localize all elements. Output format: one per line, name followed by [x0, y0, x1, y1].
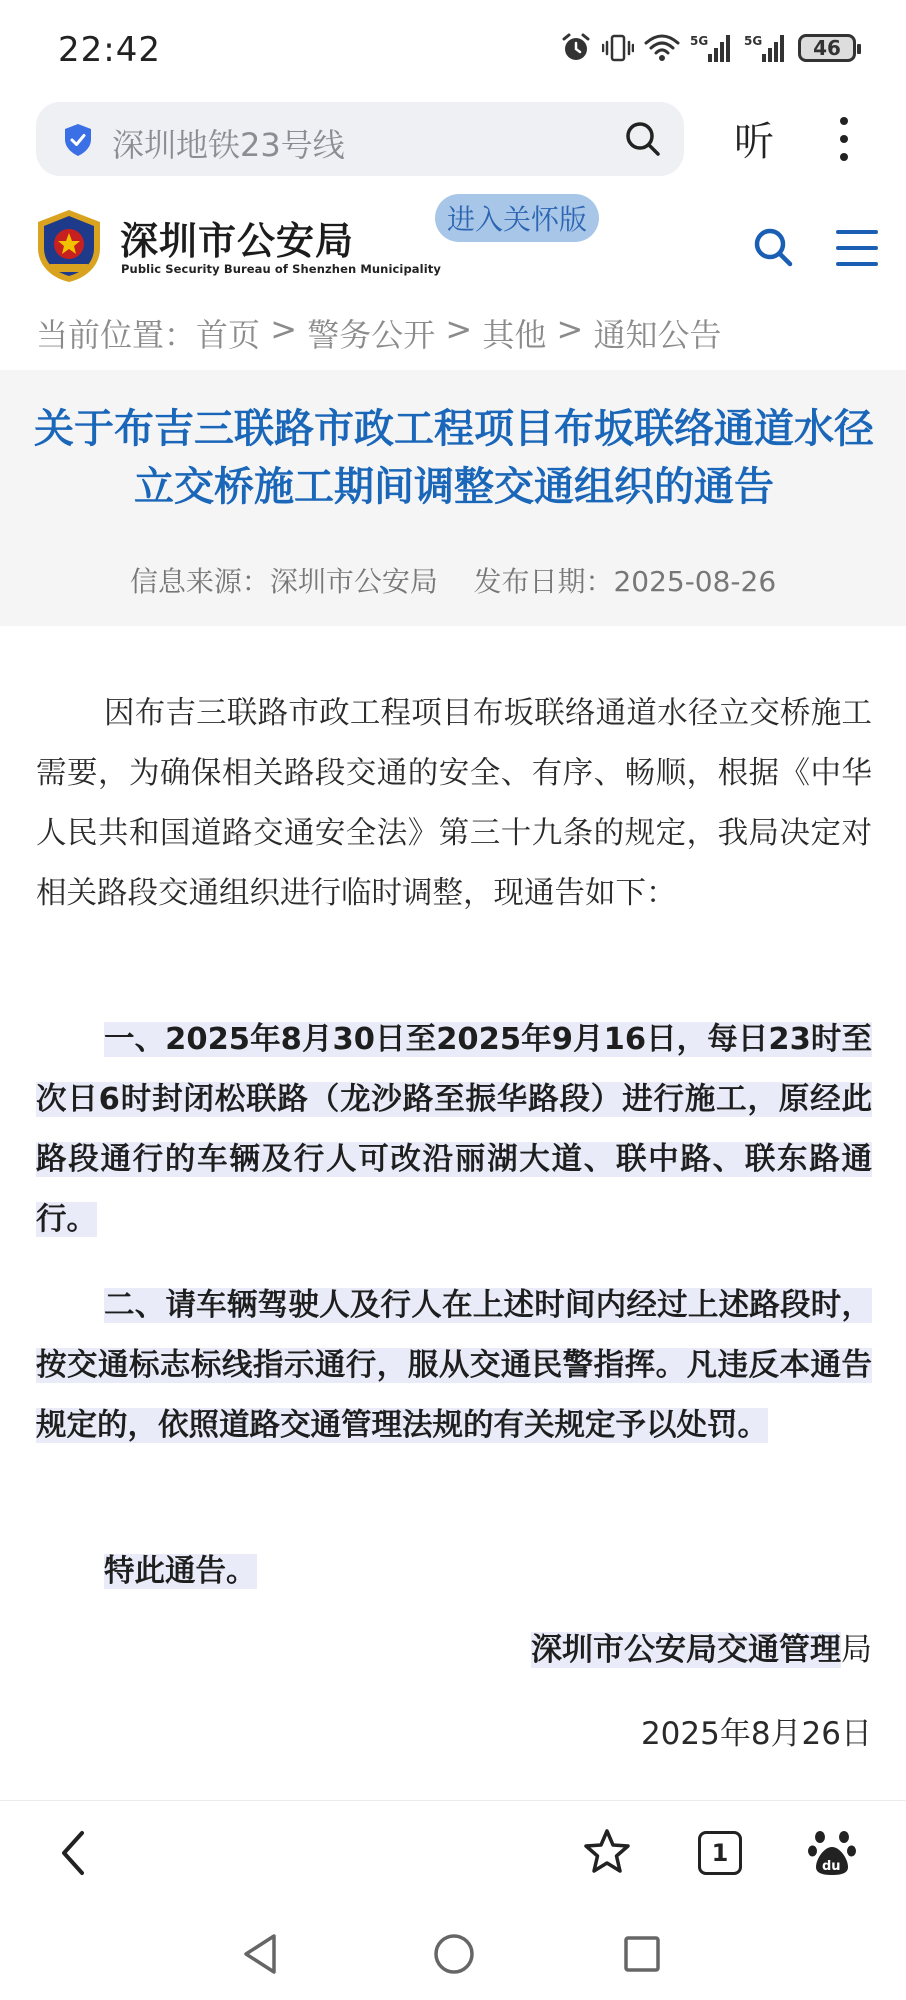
article-paragraph-item-2	[36, 1276, 872, 1456]
site-subtitle: Public Security Bureau of Shenzhen Municipality	[121, 262, 441, 276]
breadcrumb-item-home[interactable]: 首页	[196, 316, 261, 354]
highlighted-text: 一、2025年8月30日至2025年9月16日，每日23时至次日6时封闭松联路（龙沙路至振华路段）进行施工，原经此路段通行的车辆及行人可改沿丽湖大道、联中路、联东路通行。	[36, 1022, 872, 1237]
nav-recent-apps-icon[interactable]	[622, 1934, 662, 1974]
article-sign-date: 2025年8月26日	[640, 1716, 872, 1752]
wifi-icon	[644, 33, 680, 63]
status-bar	[0, 0, 906, 100]
article-paragraph-intro: 因布吉三联路市政工程项目布坂联络通道水径立交桥施工需要，为确保相关路段交通的安全、有序、畅顺，根据《中华人民共和国道路交通安全法》第三十九条的规定，我局决定对相关路段交通组织进行临时调整，现通告如下：	[36, 696, 872, 911]
nav-home-icon[interactable]	[432, 1932, 476, 1976]
breadcrumb-separator: >	[546, 310, 594, 348]
article-title: 关于布吉三联路市政工程项目布坂联络通道水径立交桥施工期间调整交通组织的通告	[34, 406, 874, 510]
vibrate-icon	[602, 32, 634, 64]
search-icon[interactable]	[752, 226, 794, 268]
breadcrumb-separator: >	[435, 310, 483, 348]
listen-button[interactable]: 听	[734, 119, 774, 165]
breadcrumb	[36, 310, 722, 356]
signal-5g-icon	[690, 32, 734, 64]
menu-icon[interactable]	[836, 228, 878, 268]
baidu-paw-icon[interactable]	[808, 1825, 856, 1877]
highlighted-text: 特此通告。	[104, 1554, 257, 1589]
breadcrumb-item-other[interactable]: 其他	[482, 316, 547, 354]
police-emblem-logo	[34, 208, 104, 284]
breadcrumb-separator: >	[260, 310, 308, 348]
article-signature	[531, 1624, 872, 1669]
svg-text:5G: 5G	[744, 34, 763, 48]
signature-main: 深圳市公安局交通管理	[531, 1632, 841, 1668]
address-search-bar[interactable]	[36, 102, 684, 176]
status-icons	[560, 32, 856, 64]
signal-5g-icon	[744, 32, 788, 64]
article-paragraph-closing	[36, 1542, 257, 1602]
breadcrumb-prefix: 当前位置：	[36, 316, 197, 354]
status-time: 22:42	[58, 30, 161, 70]
breadcrumb-item-police-affairs[interactable]: 警务公开	[307, 316, 436, 354]
care-version-button[interactable]: 进入关怀版	[435, 194, 599, 242]
article-meta	[0, 560, 906, 600]
bookmark-star-icon[interactable]	[582, 1827, 632, 1877]
signature-tail: 局	[841, 1632, 872, 1668]
highlighted-text: 二、请车辆驾驶人及行人在上述时间内经过上述路段时，按交通标志标线指示通行，服从交通民警指挥。凡违反本通告规定的，依照道路交通管理法规的有关规定予以处罚。	[36, 1288, 872, 1443]
article-date: 发布日期：2025-08-26	[473, 565, 777, 598]
article-header	[0, 370, 906, 626]
site-name: 深圳市公安局	[120, 219, 355, 263]
article-source: 信息来源：深圳市公安局	[129, 565, 438, 598]
alarm-icon	[560, 32, 592, 64]
nav-back-icon[interactable]	[240, 1932, 280, 1976]
svg-text:du: du	[822, 1859, 841, 1874]
battery-icon: 46	[798, 34, 856, 62]
browser-bottom-bar	[0, 1800, 906, 1906]
system-navigation-bar	[0, 1906, 906, 2000]
more-options-icon[interactable]	[836, 114, 852, 164]
shield-icon	[62, 122, 94, 158]
tabs-count-button[interactable]: 1	[698, 1831, 742, 1875]
breadcrumb-item-notices[interactable]: 通知公告	[593, 316, 722, 354]
svg-text:5G: 5G	[690, 34, 709, 48]
search-icon[interactable]	[624, 120, 662, 158]
back-icon[interactable]	[54, 1827, 94, 1879]
search-query-text: 深圳地铁23号线	[112, 126, 345, 164]
article-paragraph-item-1	[36, 1010, 872, 1250]
